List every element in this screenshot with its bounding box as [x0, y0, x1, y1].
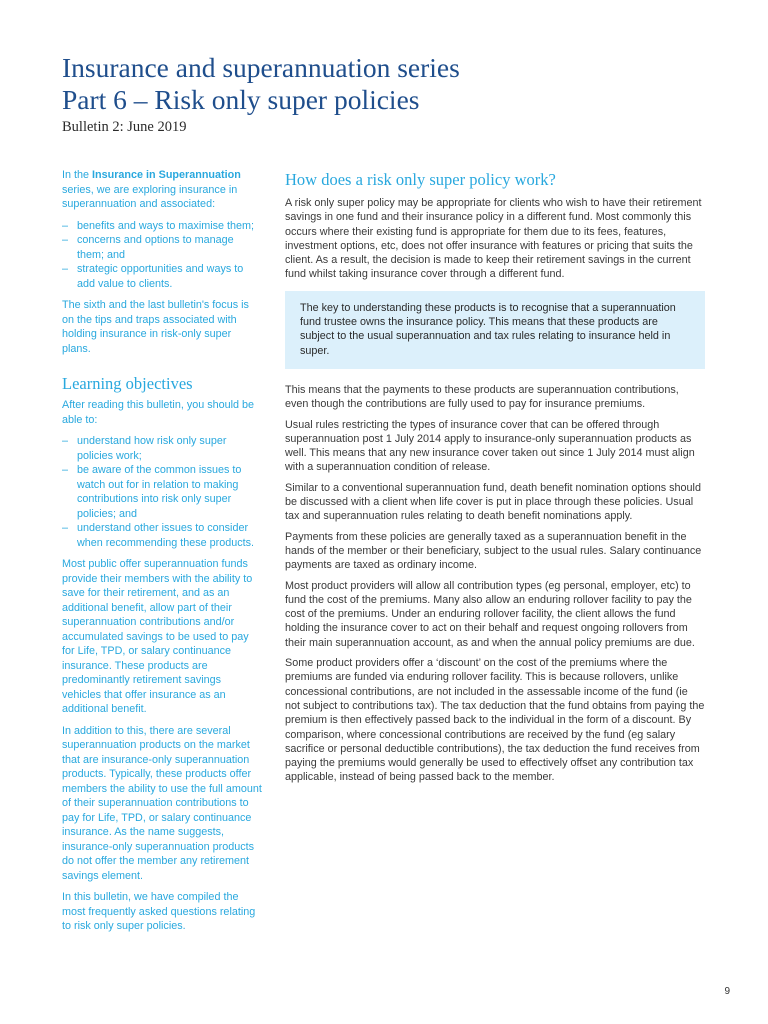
main-column: [285, 170, 705, 791]
list-item: – strategic opportunities and ways to add value to clients.: [62, 263, 244, 290]
objectives-intro: After reading this bulletin, you should be able to:: [62, 399, 255, 426]
body-paragraph: Usual rules restricting the types of insurance cover that can be offered through superannuation post 1 July 2014 apply to insurance-only superannuation products as well. This means that any new insurance cover taken out since 1 July 2014 must align with a superannuation condition of release.: [285, 418, 695, 474]
series-name: Insurance in Superannuation: [92, 169, 241, 181]
body-paragraph: Most product providers will allow all contribution types (eg personal, employer, etc) to fund the cost of the premiums. Many also allow an enduring rollover facility to pay the cost of the premiums. Under an enduring rollover facility, the client allows the fund holding the insurance cover to act on their behalf and request ongoing rollovers from their main superannuation account, as and when the annual policy premiums are due.: [285, 579, 695, 649]
list-item: – benefits and ways to maximise them;: [62, 219, 255, 232]
list-item: – concerns and options to manage them; and: [62, 234, 234, 261]
body-paragraph: This means that the payments to these products are superannuation contributions, even though the contributions are fully used to pay for insurance premiums.: [285, 383, 679, 411]
page-number: 9: [724, 986, 730, 997]
intro-list: [62, 219, 262, 292]
body-paragraph: Some product providers offer a ‘discount’ on the cost of the premiums where the premiums are funded via enduring rollover facility. This is because rollovers, unlike concessional contributions, are not included in the assessable income of the fund (ie not subject to contributions tax). The tax deduction that the fund obtains from paying the premium is then effectively passed back to the individual in the form of a discount. By comparison, where concessional contributions are received by the fund (eg salary sacrifice or personal deductible contributions), the tax deduction the fund receives from paying the premiums would generally be used to effectively offset any contribution tax applicable, instead of being passed back to the member.: [285, 657, 705, 784]
sidebar-focus: The sixth and the last bulletin's focus is on the tips and traps associated with holding insurance in risk-only super plans.: [62, 299, 249, 355]
sidebar-paragraph: Most public offer superannuation funds provide their members with the ability to save for their retirement, and as an additional benefit, allow part of their superannuation contributions and/or accumulated savings to be used to pay for Life, TPD, or salary continuance insurance. These products are predominantly retirement savings vehicles that offer insurance as an additional benefit.: [62, 558, 253, 715]
body-paragraph: Payments from these policies are generally taxed as a superannuation benefit in the hands of the member or their beneficiary, subject to the usual rules. Salary continuance payments are taxed as ordinary income.: [285, 530, 702, 572]
learning-objectives-heading: Learning objectives: [62, 374, 193, 393]
sidebar-paragraph: In addition to this, there are several superannuation products on the market that are insurance-only superannuation products. Typically, these products offer members the ability to use the full amount of their superannuation contributions to pay for Life, TPD, or salary continuance insurance. As the name suggests, insurance-only superannuation products do not offer the member any retirement savings element.: [62, 724, 262, 882]
sidebar-column: [62, 168, 262, 941]
body-paragraph: Similar to a conventional superannuation fund, death benefit nomination options should be discussed with a client when life cover is put in place through these policies. Usual tax and superannuation rules relating to death benefit nominations apply.: [285, 481, 701, 523]
body-paragraph: A risk only super policy may be appropriate for clients who wish to have their retirement savings in one fund and their insurance policy in a different fund. Most commonly this occurs where their existing fund is appropriate for them due to its fees, features, investment options, etc, does not offer insurance with features or pricing that suits the client. As a result, the decision is made to keep their retirement savings in the current fund whilst taking insurance cover through a different fund.: [285, 197, 702, 281]
list-item: – be aware of the common issues to watch out for in relation to making contributions into risk only super policies; and: [62, 464, 242, 520]
sidebar-intro: In the Insurance in Superannuation series, we are exploring insurance in superannuation and associated:: [62, 169, 241, 210]
bulletin-date: Bulletin 2: June 2019: [62, 119, 187, 135]
objectives-list: [62, 434, 262, 550]
page-title: [62, 52, 460, 116]
list-item: – understand how risk only super policies work;: [62, 435, 227, 462]
list-item: – understand other issues to consider when recommending these products.: [62, 522, 255, 549]
title-line-2: Part 6 – Risk only super policies: [62, 84, 420, 115]
title-line-1: Insurance and superannuation series: [62, 52, 460, 83]
sidebar-paragraph: In this bulletin, we have compiled the most frequently asked questions relating to risk only super policies.: [62, 891, 256, 932]
section-heading: How does a risk only super policy work?: [285, 170, 556, 189]
callout-text: The key to understanding these products is to recognise that a superannuation fund trustee owns the insurance policy. This means that these products are subject to the usual superannuation and tax rules relating to insurance held in super.: [300, 301, 676, 357]
callout-box: [285, 291, 705, 369]
